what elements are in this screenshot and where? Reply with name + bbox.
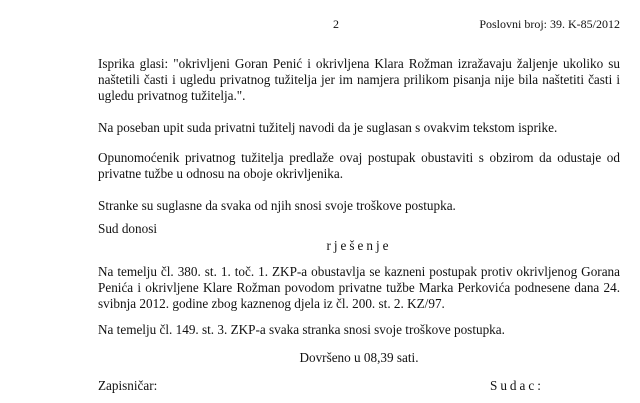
apology-paragraph: Isprika glasi: "okrivljeni Goran Penić i okrivljena Klara Rožman izražavaju žaljenje ukoliko su naštetili časti i ugledu privatnog tužitelja jer im namjera prilikom pisanja nije bila naštetiti časti i ugledu privatnog tužitelja.". (98, 56, 620, 103)
page-number: 2 (333, 17, 339, 31)
ruling-paragraph-1: Na temelju čl. 380. st. 1. toč. 1. ZKP-a obustavlja se kazneni postupak protiv okrivljenog Gorana Penića i okrivljene Klare Rožman povodom privatne tužbe Marka Perkovića podnesene dana 24. svibnja 2012. godine zbog kaznenog djela iz čl. 200. st. 2. KZ/97. (98, 264, 620, 311)
judge-signature-label: Sudac: (490, 378, 544, 393)
concluded-line: Dovršeno u 08,39 sati. (299, 350, 419, 365)
costs-agreement-paragraph: Stranke su suglasne da svaka od njih snosi svoje troškove postupka. (98, 198, 456, 213)
court-rules-line: Sud donosi (98, 221, 157, 236)
ruling-paragraph-2: Na temelju čl. 149. st. 3. ZKP-a svaka stranka snosi svoje troškove postupka. (98, 322, 505, 337)
proposal-paragraph: Opunomoćenik privatnog tužitelja predlaže ovaj postupak obustaviti s obzirom da odustaje od privatne tužbe u odnosu na oboje okrivljenika. (98, 150, 620, 181)
clerk-signature-label: Zapisničar: (98, 378, 158, 393)
agreement-paragraph: Na poseban upit suda privatni tužitelj navodi da je suglasan s ovakvim tekstom isprike. (98, 120, 558, 135)
ruling-title: rješenje (326, 238, 392, 253)
case-reference: Poslovni broj: 39. K-85/2012 (479, 17, 620, 31)
